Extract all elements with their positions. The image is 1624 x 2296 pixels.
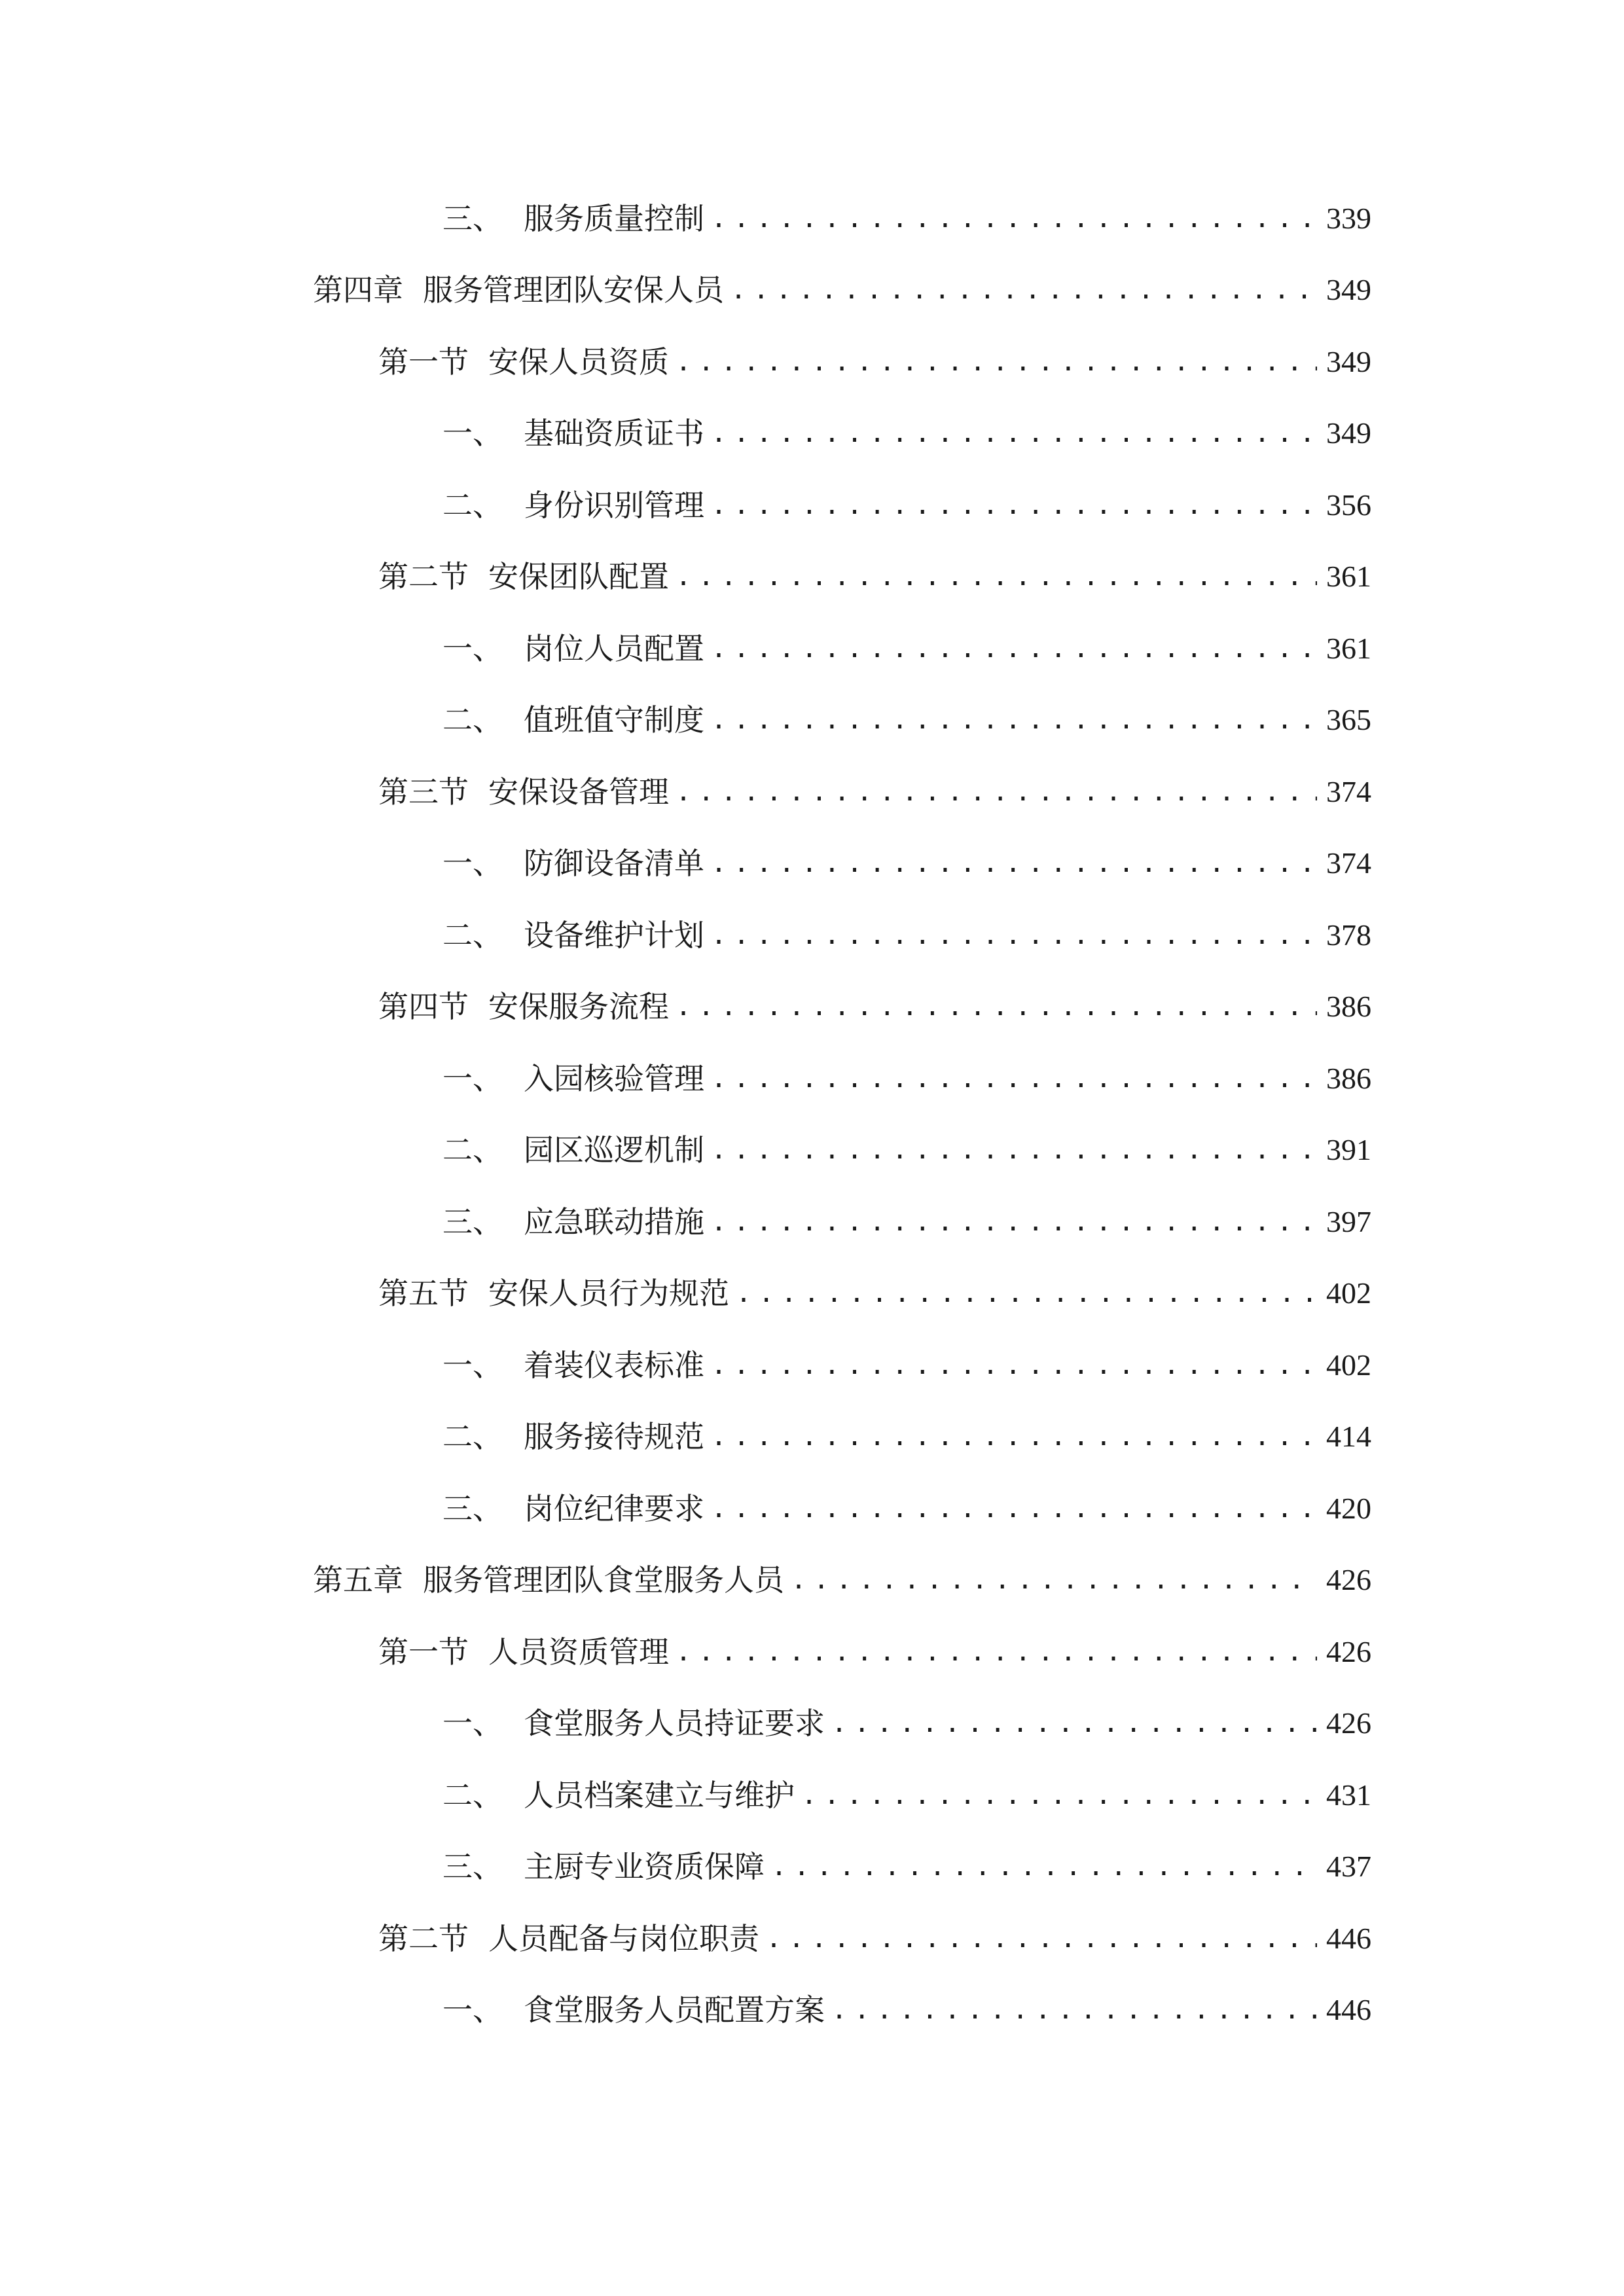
dot-leader xyxy=(711,1410,1317,1463)
toc-entry-number: 第四章 xyxy=(313,272,403,308)
dot-leader xyxy=(711,407,1317,459)
toc-entry-title: 人员档案建立与维护 xyxy=(524,1778,795,1813)
toc-entry-title: 主厨专业资质保障 xyxy=(524,1849,765,1884)
toc-entry-number: 一、 xyxy=(442,631,503,666)
toc-entry[interactable] xyxy=(442,479,1371,531)
toc-entry-page: 356 xyxy=(1326,488,1371,522)
toc-entry-page: 365 xyxy=(1326,703,1371,736)
toc-entry-number: 一、 xyxy=(442,846,503,881)
dot-leader xyxy=(711,1052,1317,1105)
toc-entry[interactable] xyxy=(442,1984,1371,2036)
toc-entry[interactable] xyxy=(378,1626,1371,1678)
toc-entry-title: 服务接待规范 xyxy=(524,1419,704,1454)
toc-entry-page: 431 xyxy=(1326,1778,1371,1812)
toc-entry[interactable] xyxy=(442,1410,1371,1463)
toc-entry-number: 二、 xyxy=(442,1778,503,1813)
toc-entry-title: 服务管理团队食堂服务人员 xyxy=(423,1562,784,1598)
toc-entry-title: 安保团队配置 xyxy=(488,559,669,594)
toc-entry-number: 三、 xyxy=(442,201,503,236)
toc-entry-page: 349 xyxy=(1326,273,1371,306)
toc-entry-number: 一、 xyxy=(442,1061,503,1096)
dot-leader xyxy=(711,622,1317,675)
toc-entry-title: 值班值守制度 xyxy=(524,702,704,738)
dot-leader xyxy=(711,1124,1317,1176)
toc-entry-number: 三、 xyxy=(442,1204,503,1240)
toc-entry[interactable] xyxy=(442,1840,1371,1893)
toc-entry-number: 二、 xyxy=(442,702,503,738)
toc-entry-page: 374 xyxy=(1326,846,1371,880)
toc-entry-title: 岗位人员配置 xyxy=(524,631,704,666)
toc-entry-title: 食堂服务人员持证要求 xyxy=(524,1706,825,1741)
toc-entry[interactable] xyxy=(378,1267,1371,1319)
dot-leader xyxy=(676,766,1317,818)
dot-leader xyxy=(801,1769,1317,1821)
toc-entry[interactable] xyxy=(442,622,1371,675)
toc-entry[interactable] xyxy=(442,1124,1371,1176)
toc-entry-number: 二、 xyxy=(442,1132,503,1168)
toc-entry-number: 第二节 xyxy=(378,1921,469,1956)
dot-leader xyxy=(766,1912,1317,1965)
dot-leader xyxy=(711,1482,1317,1535)
dot-leader xyxy=(711,1196,1317,1248)
toc-entry-title: 应急联动措施 xyxy=(524,1204,704,1240)
toc-entry-page: 374 xyxy=(1326,775,1371,808)
toc-entry-page: 386 xyxy=(1326,1062,1371,1095)
toc-entry-page: 397 xyxy=(1326,1205,1371,1238)
toc-entry-page: 426 xyxy=(1326,1563,1371,1596)
toc-entry-page: 426 xyxy=(1326,1635,1371,1668)
toc-entry-number: 一、 xyxy=(442,1706,503,1741)
toc-entry-number: 二、 xyxy=(442,488,503,523)
dot-leader xyxy=(711,192,1317,245)
toc-entry-page: 446 xyxy=(1326,1922,1371,1955)
toc-entry-page: 446 xyxy=(1326,1993,1371,2026)
toc-entry-title: 身份识别管理 xyxy=(524,488,704,523)
toc-entry-title: 园区巡逻机制 xyxy=(524,1132,704,1168)
dot-leader xyxy=(731,264,1317,316)
toc-entry[interactable] xyxy=(378,550,1371,603)
toc-entry-title: 着装仪表标准 xyxy=(524,1348,704,1383)
toc-entry[interactable] xyxy=(442,1339,1371,1391)
dot-leader xyxy=(711,479,1317,531)
toc-entry-number: 第一节 xyxy=(378,1634,469,1670)
toc-entry-title: 安保设备管理 xyxy=(488,774,669,810)
toc-entry-page: 361 xyxy=(1326,560,1371,593)
toc-entry-title: 设备维护计划 xyxy=(524,918,704,953)
toc-entry-title: 安保人员资质 xyxy=(488,344,669,380)
toc-entry-page: 414 xyxy=(1326,1420,1371,1453)
toc-entry-page: 349 xyxy=(1326,416,1371,450)
dot-leader xyxy=(711,694,1317,746)
toc-entry-page: 402 xyxy=(1326,1276,1371,1310)
toc-entry[interactable] xyxy=(442,837,1371,889)
toc-entry-title: 岗位纪律要求 xyxy=(524,1491,704,1526)
toc-entry[interactable] xyxy=(442,1196,1371,1248)
toc-entry-page: 339 xyxy=(1326,202,1371,235)
toc-entry-title: 基础资质证书 xyxy=(524,416,704,451)
dot-leader xyxy=(676,336,1317,388)
toc-entry[interactable] xyxy=(378,1912,1371,1965)
toc-entry-page: 391 xyxy=(1326,1133,1371,1166)
dot-leader xyxy=(831,1984,1317,2036)
toc-entry-number: 二、 xyxy=(442,1419,503,1454)
toc-entry-number: 第二节 xyxy=(378,559,469,594)
toc-entry-number: 第一节 xyxy=(378,344,469,380)
toc-entry-page: 378 xyxy=(1326,918,1371,952)
toc-entry-title: 安保人员行为规范 xyxy=(488,1276,729,1311)
toc-entry[interactable] xyxy=(442,192,1371,245)
toc-entry-number: 一、 xyxy=(442,416,503,451)
toc-entry-number: 第三节 xyxy=(378,774,469,810)
toc-entry[interactable] xyxy=(378,336,1371,388)
toc-entry[interactable] xyxy=(442,909,1371,961)
dot-leader xyxy=(771,1840,1317,1893)
dot-leader xyxy=(831,1697,1317,1749)
dot-leader xyxy=(791,1554,1317,1606)
toc-entry-page: 361 xyxy=(1326,632,1371,665)
toc-entry-number: 第四节 xyxy=(378,989,469,1024)
dot-leader xyxy=(736,1267,1317,1319)
dot-leader xyxy=(676,550,1317,603)
toc-entry-number: 一、 xyxy=(442,1348,503,1383)
toc-entry-number: 二、 xyxy=(442,918,503,953)
dot-leader xyxy=(676,980,1317,1033)
toc-entry-number: 一、 xyxy=(442,1992,503,2028)
dot-leader xyxy=(711,909,1317,961)
toc-entry-title: 人员配备与岗位职责 xyxy=(488,1921,759,1956)
toc-entry-page: 349 xyxy=(1326,345,1371,378)
toc-entry-title: 入园核验管理 xyxy=(524,1061,704,1096)
dot-leader xyxy=(711,837,1317,889)
toc-entry[interactable] xyxy=(313,1554,1371,1606)
toc-entry-number: 三、 xyxy=(442,1491,503,1526)
toc-entry-title: 防御设备清单 xyxy=(524,846,704,881)
toc-entry[interactable] xyxy=(442,407,1371,459)
toc-entry[interactable] xyxy=(442,1769,1371,1821)
toc-entry-number: 第五章 xyxy=(313,1562,403,1598)
toc-entry-number: 第五节 xyxy=(378,1276,469,1311)
toc-entry[interactable] xyxy=(442,1697,1371,1749)
toc-entry-page: 426 xyxy=(1326,1706,1371,1740)
toc-entry-title: 安保服务流程 xyxy=(488,989,669,1024)
dot-leader xyxy=(711,1339,1317,1391)
toc-entry-page: 386 xyxy=(1326,990,1371,1023)
toc-entry[interactable] xyxy=(313,264,1371,316)
toc-entry-page: 437 xyxy=(1326,1850,1371,1883)
toc-entry-title: 服务质量控制 xyxy=(524,201,704,236)
toc-entry-page: 402 xyxy=(1326,1348,1371,1382)
toc-entry-page: 420 xyxy=(1326,1492,1371,1525)
toc-entry-number: 三、 xyxy=(442,1849,503,1884)
dot-leader xyxy=(676,1626,1317,1678)
toc-entry-title: 食堂服务人员配置方案 xyxy=(524,1992,825,2028)
toc-entry[interactable] xyxy=(442,1052,1371,1105)
toc-entry-title: 人员资质管理 xyxy=(488,1634,669,1670)
toc-entry-title: 服务管理团队安保人员 xyxy=(423,272,724,308)
toc-entry[interactable] xyxy=(378,980,1371,1033)
toc-entry[interactable] xyxy=(442,694,1371,746)
toc-entry[interactable] xyxy=(378,766,1371,818)
toc-entry[interactable] xyxy=(442,1482,1371,1535)
